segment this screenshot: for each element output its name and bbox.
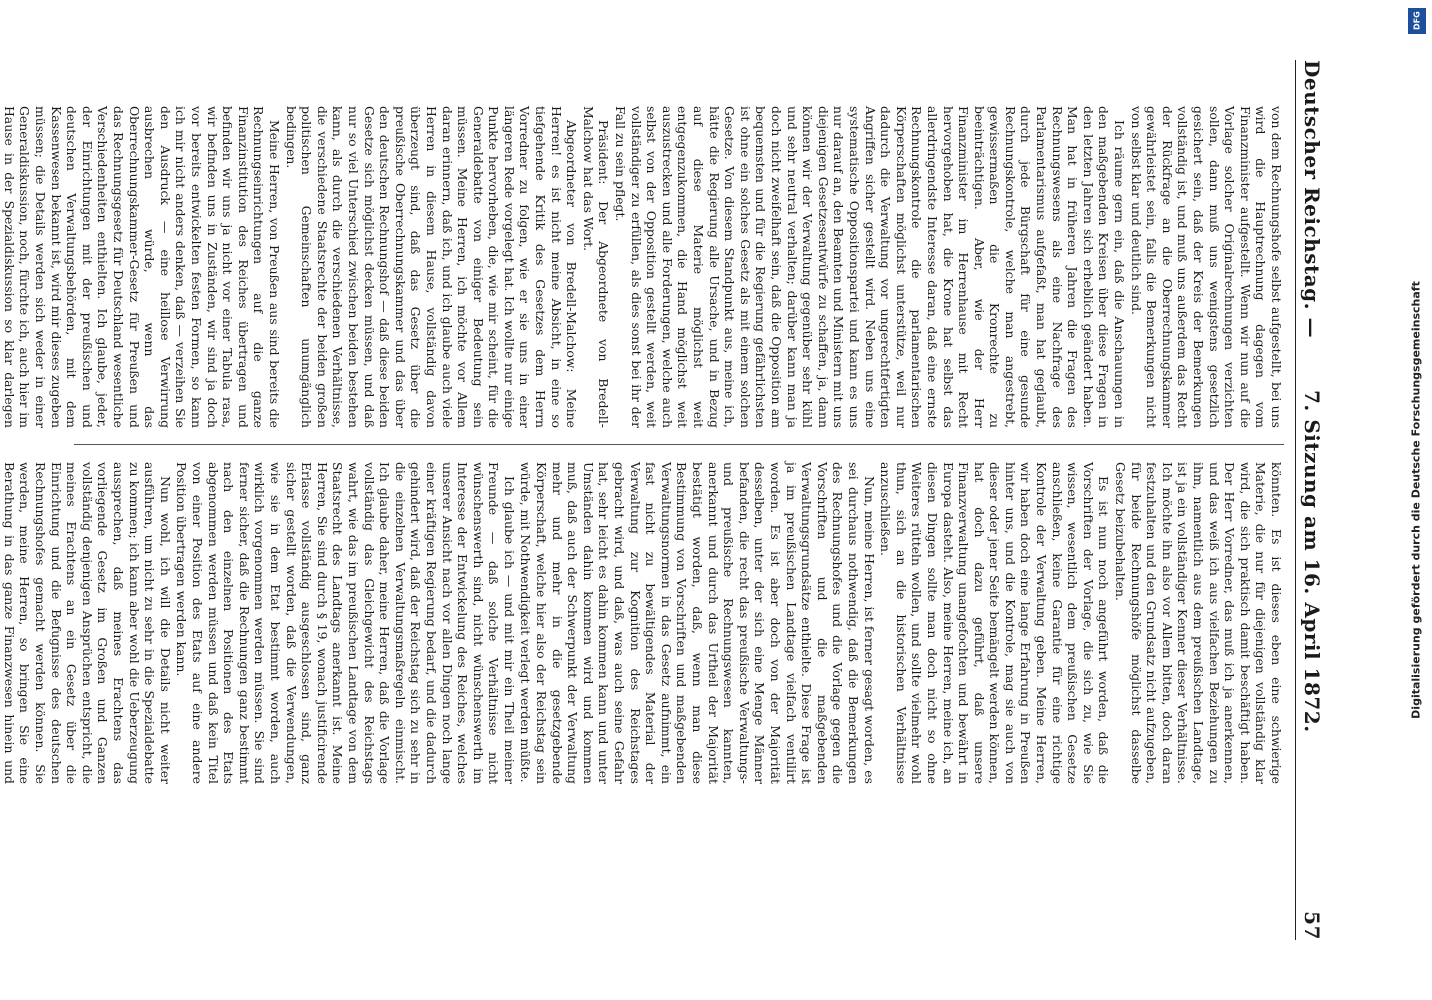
header-publication: Deutscher Reichstag. — [1300, 60, 1324, 339]
paragraph: Abgeordneter von Bredell-Malchow: Meine Herren! es ist nicht meine Absicht, in eine so tiefgehende Kritik des Gesetzes dem Herrn Vorredner zu folgen, wie er sie uns in einer längeren Rede vorgelegt hat. Ich wollte nur einige Punkte hervorheben, die, wie mir scheint, für die Generaldebatte von einiger Bedeutung sein müssen. Meine Herren, ich möchte vor Allem daran erinnern, daß ich, und ich glaube auch viele Herren in diesem Hause, vollständig davon überzeugt sind, daß das Gesetz über die preußische Oberrechnungskammer und das über den deutschen Rechnungshof — daß diese beiden Gesetze sich möglichst decken müssen, und daß nur so viel Unterschied zwischen beiden bestehen kann, als durch die verschiedenen Verhältnisse, die verschiedene Staatsrechte der beiden großen politischen Gemeinschaften unumgänglich bedingen. [283, 106, 580, 428]
paragraph: Ich räume gern ein, daß die Anschauungen in den maßgebenden Kreisen über diese Fragen in den letzten Jahren sich erheblich geändert haben. Man hat in früheren Jahren die Fragen des Rechnungswesens als eine Nachfrage des Parlamentarismus aufgefaßt, man hat geglaubt, durch jede Bürgschaft für eine gesunde Rechnungskontrole, welche man angestrebt, gewissermaßen die Kronrechte zu beeinträchtigen. Aber, wie der Herr Finanzminister im Herrenhause mit Recht hervorgehoben hat, die Krone hat selbst das allerdringendste Interesse daran, daß eine ernste Rechnungskontrole die parlamentarischen Körperschaften möglichst unterstütze, weil nur dadurch die Verwaltung vor ungerechtfertigten Angriffen sicher gestellt wird. Neben uns eine systematische Oppositionspartei und kann es uns nur darauf an, den Beamten und Ministern mit uns diejenigen Gesetzesentwürfe zu schaffen, ja, dann können wir der Verwaltung gegenüber sehr kühl und sehr neutral verhalten; darüber kann man ja doch nicht zweifelhaft sein, daß die Opposition am bequemsten und für die Regierung gefährlichsten ist ohne ein solches Gesetz als mit einem solchen Gesetze. Von diesem Standpunkt aus, meine ich, hätte die Regierung alle Ursache, und in Bezug auf diese Materie möglichst weit entgegenzukommen, die Hand möglichst weit auszustrecken und alle Forderungen, welche auch selbst von der Opposition gestellt werden, weit vollständiger zu erfüllen, als dies sonst bei ihr der Fall zu sein pflegt. [613, 106, 1128, 428]
paragraph: Es ist nun noch angeführt worden, daß die Vorschriften der Vorlage, die sich zu, wie Sie wissen, wesentlich dem preußischen Gesetze anschließen, keine Garantie für eine richtige Kontrole der Verwaltung geben. Meine Herren, wir haben doch eine lange Erfahrung in Preußen hinter uns, und die Kontrole, mag sie auch von dieser oder jener Seite bemängelt werden können, hat doch dazu geführt, daß unsere Finanzverwaltung unangefochten und bewährt in Europa dasteht. Also, meine Herren, meine ich, an diesen Dingen sollte man doch nicht so ohne Weiteres rütteln wollen, und sollte vielmehr wohl thun, sich an die historischen Verhältnisse anzuschließen. [878, 462, 1112, 784]
paragraph: Ich glaube ich — und mit mir ein Theil meiner Freunde — daß solche Verhältnisse nicht wünschenswerth sind, nicht wünschenswerth im Interesse der Entwickelung des Reiches, welches unserer Ansicht nach vor allen Dingen noch lange einer kräftigen Regierung bedarf, und die dadurch gehindert wird, daß der Reichstag sich zu sehr in die einzelnen Verwaltungsmaßregeln einmischt. Ich glaube daher, meine Herren, daß die Vorlage vollständig das Gleichgewicht des Reichstags wahrt, wie das im preußischen Landtage von dem Staatsrecht des Landtags anerkannt ist. Meine Herren, Sie sind durch § 19, wonach justificirende Erlasse vollständig ausgeschlossen sind, ganz sicher gestellt worden, daß die Verwendungen, wie sie in dem Etat bestimmt worden, auch wirklich vorgenommen werden müssen. Sie sind ferner sicher, daß die Rechnungen ganz bestimmt nach den einzelnen Positionen des Etats abgenommen werden müssen und daß kein Titel von einer Position des Etats auf eine andere Position übertragen werden kann. [174, 462, 517, 784]
paragraph: von dem Rechnungshofe selbst aufgestellt, bei uns wird die Hauptrechnung dagegen vom Finanzminister aufgestellt. Wenn wir nun auf die Vorlage solcher Originalrechnungen verzichten sollen, dann muß uns wenigstens gesetzlich gesichert sein, daß der Kreis der Bemerkungen vollständig ist, und muß uns außerdem das Recht der Rückfrage an die Oberrechnungskammer gewährleistet sein, falls die Bemerkungen nicht von selbst klar und deutlich sind. [1128, 106, 1284, 428]
digitization-sidebar [1402, 0, 1430, 1000]
right-column [1, 462, 1284, 784]
page-header [1295, 60, 1322, 940]
paragraph: könnten. Es ist dieses eben eine schwierige Materie, die nur für diejenigen vollständig klar wird, die sich praktisch damit beschäftigt haben. Der Herr Vorredner, das muß ich ja anerkennen, und das weiß ich aus vielfachen Beziehungen zu ihm, namentlich aus dem preußischen Landtage, ist ja ein vollständiger Kenner dieser Verhältnisse. Ich möchte ihn also vor Allem bitten, doch daran festzuhalten und den Grundsatz nicht aufzugeben, für beide Rechnungshöfe möglichst dasselbe Gesetz beizubehalten. [1113, 462, 1284, 784]
paragraph: Meine Herren, von Preußen aus sind bereits die Rechnungseinrichtungen auf die ganze Finanzinstitution des Reiches übertragen und befinden wir uns ja nicht vor einer Tabula rasa, wir befinden uns in Zuständen, wir sind ja doch vor bereits entwickelten festen Formen, so kann ich mir nicht anders denken, daß — verzeihen Sie den Ausdruck — eine heillose Verwirrung ausbrechen würde, wenn das Oberrechnungskammer-Gesetz für Preußen und das Rechnungsgesetz für Deutschland wesentliche Verschiedenheiten enthielten. Ich glaube, jeder, der Einrichtungen mit der preußischen und deutschen Verwaltungsbehörden, mit dem Kassenwesen bekannt ist, wird mir dieses zugeben müssen; die Details werden sich weder in einer Generaldiskussion, noch, fürchte ich, auch hier im Hause in der Spezialdiskussion so klar darlegen [1, 106, 282, 428]
paragraph: Nun wohl, ich will die Details nicht weiter ausführen, um nicht zu sehr in die Spezialdebatte zu kommen; ich kann aber wohl die Ueberzeugung aussprechen, daß meines Erachtens das vorliegende Gesetz im Großen und Ganzen vollständig denjenigen Ansprüchen entspricht, die meines Erachtens an ein Gesetz über die Einrichtung und die Befugnisse des deutschen Rechnungshofes gemacht werden können. Sie werden, meine Herren, so bringen Sie eine Berathung in das ganze Finanzwesen hinein und [1, 462, 173, 784]
paragraph: Präsident: Der Abgeordnete von Bredell-Malchow hat das Wort. [580, 106, 612, 428]
column-divider [74, 444, 1284, 445]
header-session: 7. Sitzung am 16. April 1872. [1300, 390, 1324, 733]
dfg-logo: DFG [1408, 8, 1426, 34]
paragraph: Nun, meine Herren, ist ferner gesagt worden, es sei durchaus nothwendig, daß die Bemerkungen des Rechnungshofes und die Vorlage gegen die Vorschriften und die maßgebenden Verwaltungsgrundsätze enthielte. Diese Frage ist ja im preußischen Landtage vielfach ventilirt worden. Es ist aber doch von der Majorität desselben, unter der sich eine Menge Männer befanden, die recht das preußische Verwaltungs- und preußische Rechnungswesen kannten, anerkannt und durch das Urtheil der Majorität bestätigt worden, daß, wenn man diese Bestimmung von Vorschriften und maßgebenden Verwaltungsnormen in das Gesetz aufnimmt, ein fast nicht zu bewältigendes Material der Verwaltung zur Kognition des Reichstages gebracht wird, und daß, was auch seine Gefahr hat, sehr leicht es dahin kommen kann und unter Umständen dahin kommen wird und kommen muß, daß auch der Schwerpunkt der Verwaltung mehr und mehr in die gesetzgebende Körperschaft, welche hier also der Reichstag sein würde, mit Nothwendigkeit verlegt werden müßte. [518, 462, 877, 784]
page-number: 57 [1300, 911, 1324, 940]
digitization-note: Digitalisierung gefördert durch die Deutsche Forschungsgemeinschaft [1409, 281, 1423, 719]
left-column [1, 106, 1284, 428]
